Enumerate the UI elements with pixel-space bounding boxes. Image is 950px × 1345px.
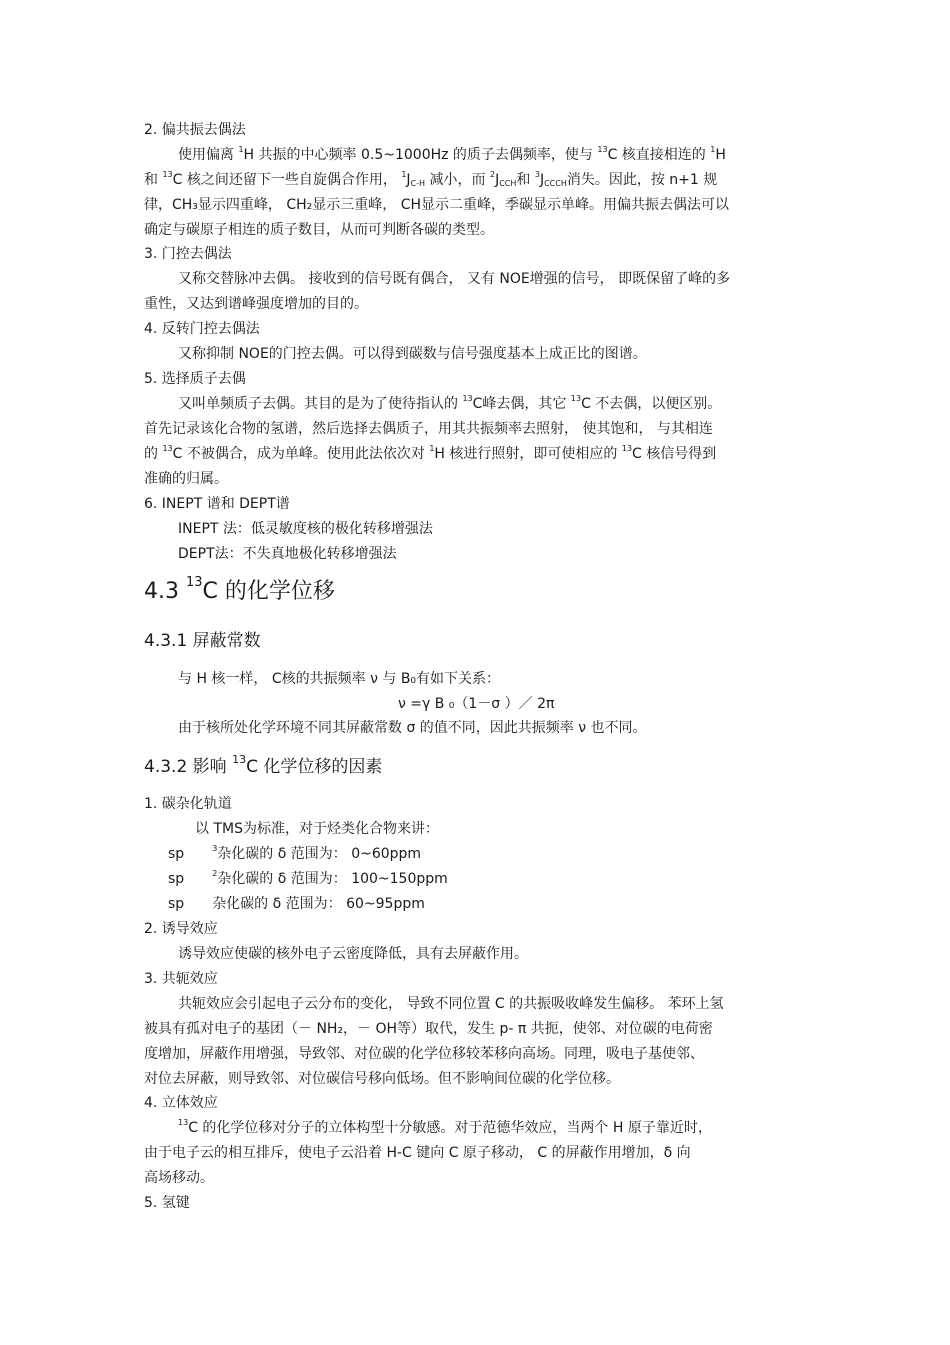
paragraph-line: 以 TMS为标准，对于烃类化合物来讲： — [195, 821, 439, 837]
paragraph-line: 首先记录该化合物的氢谱，然后选择去偶质子，用其共振频率去照射， 使其饱和， 与其相连 — [144, 421, 713, 437]
section-heading: 2. 诱导效应 — [144, 921, 218, 937]
paragraph-line: DEPT法：不失真地极化转移增强法 — [178, 546, 397, 562]
paragraph-line: 高场移动。 — [144, 1170, 214, 1186]
section-heading: 3. 门控去偶法 — [144, 246, 232, 262]
paragraph-line: 又称抑制 NOE的门控去偶。可以得到碳数与信号强度基本上成正比的图谱。 — [178, 346, 647, 362]
section-heading: 4. 立体效应 — [144, 1095, 218, 1111]
paragraph-line: 诱导效应使碳的核外电子云密度降低，具有去屏蔽作用。 — [178, 946, 528, 962]
chapter-heading: 4.3 $^{13}$C 的化学位移 — [144, 575, 335, 604]
paragraph-line: 确定与碳原子相连的质子数目，从而可判断各碳的类型。 — [144, 222, 494, 238]
section-heading: 4. 反转门控去偶法 — [144, 321, 260, 337]
list-item: sp $^3$杂化碳的 δ 范围为： 0~60ppm — [168, 844, 422, 862]
list-item: sp $^2$杂化碳的 δ 范围为： 100~150ppm — [168, 869, 448, 887]
paragraph-line: 由于电子云的相互排斥，使电子云沿着 H-C 键向 C 原子移动， C 的屏蔽作用增加，δ 向 — [144, 1145, 691, 1161]
paragraph-line: 准确的归属。 — [144, 471, 228, 487]
section-heading: 5. 氢键 — [144, 1195, 190, 1211]
section-heading: 6. INEPT 谱和 DEPT谱 — [144, 496, 290, 512]
section-heading: 1. 碳杂化轨道 — [144, 796, 232, 812]
paragraph-line: 被具有孤对电子的基团（－ NH₂，－ OH等）取代，发生 p- π 共扼，使邻、对位碳的电荷密 — [144, 1021, 713, 1037]
paragraph-line: 的 $^{13}$C 不被偶合，成为单峰。使用此法依次对 $^1$H 核进行照射，即可使相应的 $^{13}$C 核信号得到 — [144, 444, 717, 462]
formula: ν =γ B ₀（1－σ ）／ 2π — [398, 696, 555, 712]
paragraph-line: 与 H 核一样， C核的共振频率 ν 与 B₀有如下关系： — [178, 671, 501, 687]
section-heading: 5. 选择质子去偶 — [144, 371, 246, 387]
paragraph-line: 重性，又达到谱峰强度增加的目的。 — [144, 296, 368, 312]
paragraph-line: 由于核所处化学环境不同其屏蔽常数 σ 的值不同，因此共振频率 ν 也不同。 — [178, 720, 647, 736]
subsection-heading: 4.3.1 屏蔽常数 — [144, 631, 261, 651]
section-heading: 3. 共轭效应 — [144, 971, 218, 987]
section-heading: 2. 偏共振去偶法 — [144, 122, 246, 138]
paragraph-line: 使用偏离 $^1$H 共振的中心频率 0.5~1000Hz 的质子去偶频率，使与 $^{13}$C 核直接相连的 $^1$H — [178, 145, 726, 163]
paragraph-line: 对位去屏蔽，则导致邻、对位碳信号移向低场。但不影响间位碳的化学位移。 — [144, 1071, 620, 1087]
paragraph-line: 共轭效应会引起电子云分布的变化， 导致不同位置 C 的共振吸收峰发生偏移。 苯环上氢 — [178, 996, 724, 1012]
paragraph-line: 又叫单频质子去偶。其目的是为了使待指认的 $^{13}$C峰去偶，其它 $^{13}$C 不去偶，以便区别。 — [178, 394, 722, 412]
list-item: sp 杂化碳的 δ 范围为： 60~95ppm — [168, 896, 425, 912]
subsection-heading: 4.3.2 影响 $^{13}$C 化学位移的因素 — [144, 753, 383, 777]
paragraph-line: $^{13}$C 的化学位移对分子的立体构型十分敏感。对于范德华效应，当两个 H 原子靠近时， — [178, 1118, 712, 1136]
paragraph-line: 又称交替脉冲去偶。 接收到的信号既有偶合， 又有 NOE增强的信号， 即既保留了峰的多 — [178, 271, 731, 287]
paragraph-line: 律，CH₃显示四重峰， CH₂显示三重峰， CH显示二重峰，季碳显示单峰。用偏共振去偶法可以 — [144, 197, 730, 213]
paragraph-line: INEPT 法：低灵敏度核的极化转移增强法 — [178, 521, 433, 537]
paragraph-line: 度增加，屏蔽作用增强，导致邻、对位碳的化学位移较苯移向高场。同理，吸电子基使邻、 — [144, 1046, 704, 1062]
paragraph-line: 和 $^{13}$C 核之间还留下一些自旋偶合作用， $^1J_{C-H}$ 减小，而 $^2J_{CCH}$和 $^3J_{CCCH}$消失。因此，按 n+1 规 — [144, 170, 718, 188]
